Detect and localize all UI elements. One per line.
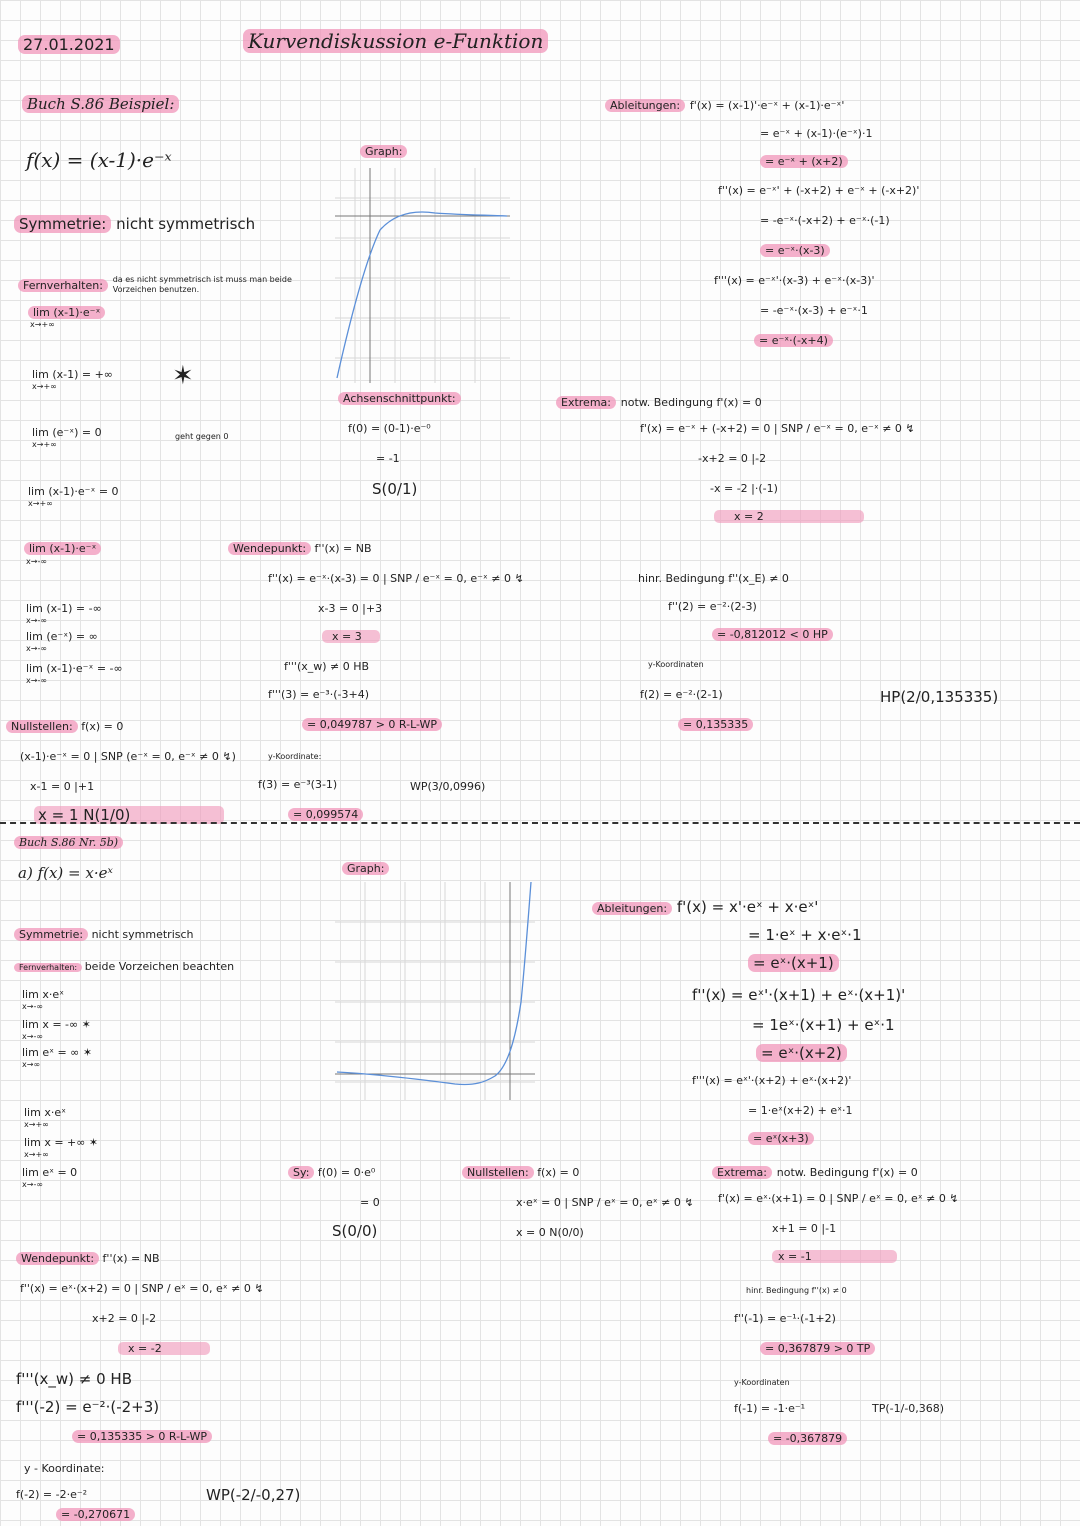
graph-label-2: Graph: [342,862,389,875]
extrema-1-line9: f(2) = e⁻²·(2-1) [640,688,723,701]
lim-neg-3: lim (x-1)·e⁻ˣ = -∞ [26,662,123,675]
far-behavior-1: Fernverhalten: da es nicht symmetrisch ist muss man beide Vorzeichen benutzen. [18,275,323,295]
lim2-3: x→-∞ [22,1032,43,1041]
lim-neg-2-sub: x→-∞ [26,644,47,653]
extrema-1-line8: y-Koordinaten [648,660,704,669]
curve-1 [337,212,507,378]
lim2-6: lim x·eˣ [24,1106,66,1119]
extrema-2-line4: hinr. Bedingung f''(x) ≠ 0 [746,1286,847,1295]
inflection-2-result: WP(-2/-0,27) [206,1486,301,1504]
lim-head-pos: lim (x-1)·e⁻ˣ [28,306,105,319]
lim2-2: lim x = -∞ ✶ [22,1018,91,1031]
lim2-8: lim x = +∞ ✶ [24,1136,99,1149]
extrema-2-line2: x+1 = 0 |-1 [772,1222,837,1235]
lim2-1: x→-∞ [22,1002,43,1011]
inflection-1: Wendepunkt: f''(x) = NB [228,542,372,555]
roots-2: Nullstellen: f(x) = 0 [462,1166,579,1179]
lim-pos-2: lim (e⁻ˣ) = 0 [32,426,102,439]
derivatives-1-line7: = -e⁻ˣ·(x-3) + e⁻ˣ·1 [760,304,868,317]
intercept-1-line2: S(0/1) [372,480,418,498]
inflection-2-line8: f(-2) = -2·e⁻² [16,1488,88,1501]
derivatives-2-line7: = 1·eˣ(x+2) + eˣ·1 [748,1104,853,1117]
extrema-2-line6: = 0,367879 > 0 TP [760,1342,875,1355]
derivatives-2: Ableitungen: f'(x) = x'·eˣ + x·eˣ' [592,898,818,916]
book-ref-1: Buch S.86 Beispiel: [22,95,179,113]
intercept-1-line0: f(0) = (0-1)·e⁻⁰ [348,422,431,435]
curve-2 [337,882,531,1085]
lim-head-neg-sub: x→-∞ [26,557,47,566]
roots-2-line2: x = 0 N(0/0) [516,1226,584,1239]
extrema-1-line4: x = 2 [714,510,864,523]
lim-neg-2: lim (e⁻ˣ) = ∞ [26,630,98,643]
lim-neg-3-sub: x→-∞ [26,676,47,685]
lim-neg-1: lim (x-1) = -∞ [26,602,102,615]
inflection-2-line2: x+2 = 0 |-2 [92,1312,157,1325]
inflection-2-line5: f'''(-2) = e⁻²·(-2+3) [16,1398,160,1416]
inflection-2-line3: x = -2 [118,1342,210,1355]
extrema-2-line1: f'(x) = eˣ·(x+1) = 0 | SNP / eˣ = 0, eˣ ≠ 0 ↯ [718,1192,959,1205]
derivatives-1-line4: = -e⁻ˣ·(-x+2) + e⁻ˣ·(-1) [760,214,890,227]
lim-pos-2-sub: x→+∞ [32,440,57,449]
extrema-1: Extrema: notw. Bedingung f'(x) = 0 [556,392,762,410]
inflection-1-line4: f'''(x_w) ≠ 0 HB [284,660,370,673]
extrema-2-line9: = -0,367879 [768,1432,847,1445]
lim2-7: x→+∞ [24,1120,49,1129]
lim2-11: x→-∞ [22,1180,43,1189]
inflection-2-line1: f''(x) = eˣ·(x+2) = 0 | SNP / eˣ = 0, eˣ ≠ 0 ↯ [20,1282,264,1295]
intercept-2-line2: S(0/0) [332,1222,378,1240]
lim2-0: lim x·eˣ [22,988,64,1001]
lim-pos-note: geht gegen 0 [175,432,229,441]
roots-1: Nullstellen: f(x) = 0 [6,720,123,733]
intercept-2: Sy: f(0) = 0·e⁰ [288,1166,375,1179]
extrema-2-line5: f''(-1) = e⁻¹·(-1+2) [734,1312,836,1325]
lim-pos-3-sub: x→+∞ [28,499,53,508]
derivatives-1: Ableitungen: f'(x) = (x-1)'·e⁻ˣ + (x-1)·e⁻ˣ' [605,95,844,113]
graph-label-1: Graph: [360,145,407,158]
lim-neg-1-sub: x→-∞ [26,616,47,625]
intercept-2-line1: = 0 [360,1196,380,1209]
lim2-10: lim eˣ = 0 [22,1166,78,1179]
graph-2 [335,882,535,1100]
function-1: f(x) = (x-1)·e⁻ˣ [26,148,172,172]
derivatives-2-line4: = 1eˣ·(x+1) + eˣ·1 [752,1016,895,1034]
extrema-2-line7: y-Koordinaten [734,1378,790,1387]
derivatives-1-line8: = e⁻ˣ·(-x+4) [754,334,833,347]
roots-1-line1: (x-1)·e⁻ˣ = 0 | SNP (e⁻ˣ = 0, e⁻ˣ ≠ 0 ↯) [20,750,236,763]
lim-pos-1: lim (x-1) = +∞ [32,368,113,381]
lim-pos-1-sub: x→+∞ [32,382,57,391]
inflection-1-line8: f(3) = e⁻³(3-1) [258,778,338,791]
intercept-1-line1: = -1 [376,452,400,465]
roots-1-result: x = 1 N(1/0) [34,806,224,824]
extrema-1-line3: -x = -2 |·(-1) [710,482,778,495]
graph-1 [335,168,510,383]
intercept-1: Achsenschnittpunkt: [338,392,461,405]
derivatives-2-line3: f''(x) = eˣ'·(x+1) + eˣ·(x+1)' [692,986,906,1004]
extrema-1-line10: = 0,135335 [678,718,753,731]
lim2-5: x→∞ [22,1060,41,1069]
lim2-9: x→+∞ [24,1150,49,1159]
roots-2-line1: x·eˣ = 0 | SNP / eˣ = 0, eˣ ≠ 0 ↯ [516,1196,694,1209]
lim-head-neg: lim (x-1)·e⁻ˣ [24,542,101,555]
extrema-2: Extrema: notw. Bedingung f'(x) = 0 [712,1162,918,1180]
extrema-2-line8: f(-1) = -1·e⁻¹ [734,1402,806,1415]
far-behavior-2: Fernverhalten: beide Vorzeichen beachten [14,960,234,973]
book-ref-2: Buch S.86 Nr. 5b) [14,836,123,849]
inflection-1-line5: f'''(3) = e⁻³·(-3+4) [268,688,369,701]
extrema-1-line7: = -0,812012 < 0 HP [712,628,833,641]
extrema-2-result: TP(-1/-0,368) [872,1402,945,1415]
inflection-1-line7: y-Koordinate: [268,752,322,761]
derivatives-1-line3: f''(x) = e⁻ˣ' + (-x+2) + e⁻ˣ + (-x+2)' [718,184,920,197]
lim-head-pos-sub: x→+∞ [30,320,55,329]
derivatives-1-line1: = e⁻ˣ + (x-1)·(e⁻ˣ)·1 [760,127,873,140]
inflection-1-line2: x-3 = 0 |+3 [318,602,383,615]
inflection-2-line6: = 0,135335 > 0 R-L-WP [72,1430,212,1443]
derivatives-2-line1: = 1·eˣ + x·eˣ·1 [748,926,862,944]
lim2-4: lim eˣ = ∞ ✶ [22,1046,93,1059]
cross-mark: ✶ [172,361,194,391]
symmetry-1: Symmetrie: nicht symmetrisch [14,215,255,233]
inflection-1-line9: = 0,099574 [288,808,363,821]
inflection-1-line1: f''(x) = e⁻ˣ·(x-3) = 0 | SNP / e⁻ˣ = 0, e⁻ˣ ≠ 0 ↯ [268,572,524,585]
derivatives-2-line2: = eˣ·(x+1) [748,954,839,972]
symmetry-2: Symmetrie: nicht symmetrisch [14,928,194,941]
derivatives-1-line5: = e⁻ˣ·(x-3) [760,244,830,257]
inflection-1-line3: x = 3 [322,630,380,643]
derivatives-2-line8: = eˣ(x+3) [748,1132,814,1145]
extrema-1-line5: hinr. Bedingung f''(x_E) ≠ 0 [638,572,789,585]
derivatives-1-line2: = e⁻ˣ + (x+2) [760,155,848,168]
roots-1-line2: x-1 = 0 |+1 [30,780,95,793]
page-title: Kurvendiskussion e-Funktion [243,32,548,50]
section-divider [0,822,1080,824]
inflection-2-line7: y - Koordinate: [24,1462,105,1475]
inflection-2-line9: = -0,270671 [56,1508,135,1521]
extrema-1-line1: f'(x) = e⁻ˣ + (-x+2) = 0 | SNP / e⁻ˣ = 0, e⁻ˣ ≠ 0 ↯ [640,422,915,435]
extrema-1-line2: -x+2 = 0 |-2 [698,452,767,465]
extrema-1-result: HP(2/0,135335) [880,688,999,706]
derivatives-1-line6: f'''(x) = e⁻ˣ'·(x-3) + e⁻ˣ·(x-3)' [714,274,875,287]
inflection-2-line4: f'''(x_w) ≠ 0 HB [16,1370,132,1388]
derivatives-2-line5: = eˣ·(x+2) [756,1044,847,1062]
inflection-2: Wendepunkt: f''(x) = NB [16,1252,160,1265]
function-2: a) f(x) = x·eˣ [18,864,113,882]
lim-pos-3: lim (x-1)·e⁻ˣ = 0 [28,485,119,498]
extrema-2-line3: x = -1 [772,1250,897,1263]
extrema-1-line6: f''(2) = e⁻²·(2-3) [668,600,757,613]
inflection-1-line6: = 0,049787 > 0 R-L-WP [302,718,442,731]
inflection-1-result: WP(3/0,0996) [410,780,486,793]
derivatives-2-line6: f'''(x) = eˣ'·(x+2) + eˣ·(x+2)' [692,1074,852,1087]
date-label: 27.01.2021 [18,36,120,54]
